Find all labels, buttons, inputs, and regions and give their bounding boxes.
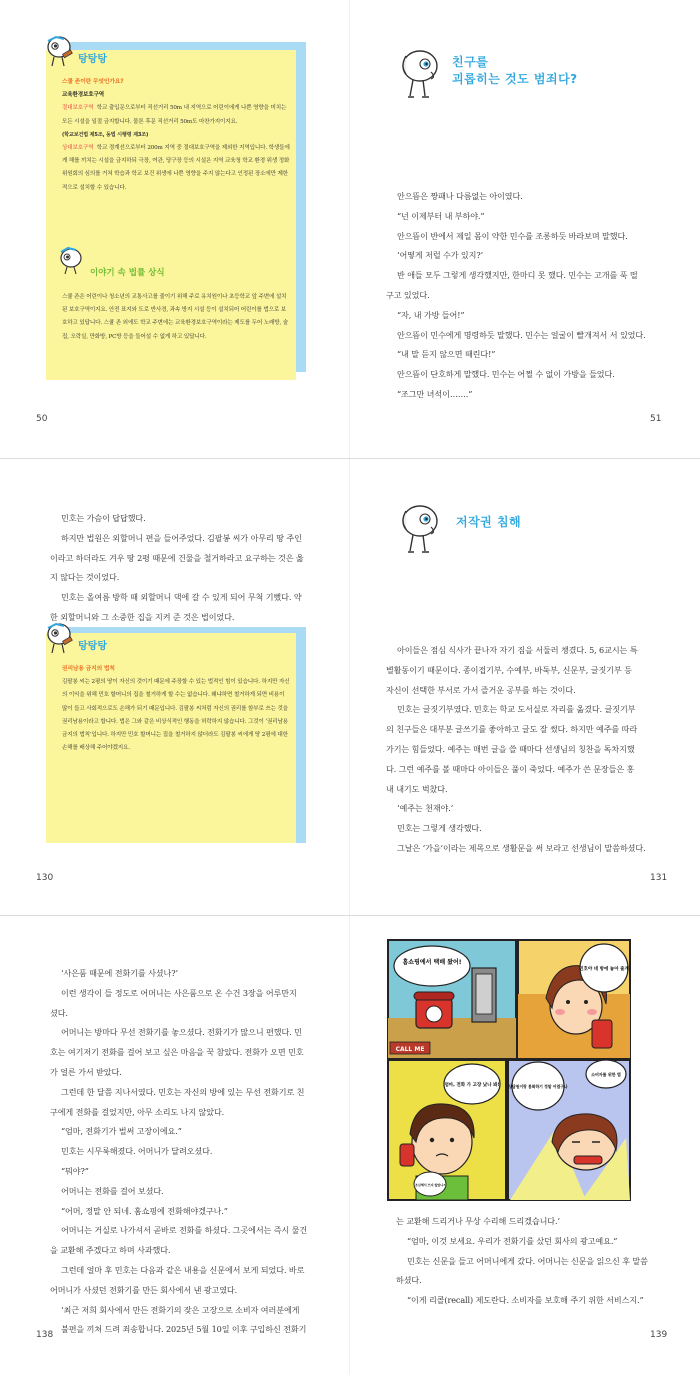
judge-mascot-small-icon [58,246,84,276]
chapter-title-line-2: 괴롭히는 것도 범죄다? [452,72,578,86]
page-number-139: 139 [650,1330,668,1340]
story-line: “엄마, 이것 보세요. 우리가 전화기를 샀던 회사의 광고예요.” [407,1235,618,1246]
tip-heading: 교육환경보호구역 [62,92,105,99]
story-line: 한 외할머니와 그 소중한 집을 지켜 준 것은 법이었다. [50,611,235,622]
dog-mascot-icon [398,499,444,557]
tip-paragraph-2 [62,142,290,195]
story-line: ‘사은품 때문에 전화기를 사셨나?’ [61,968,178,978]
call-me-sign-text: CALL ME [395,1046,425,1053]
speech-bubble-6-text: 소비자를 위한 법 [591,1072,621,1077]
story-line: 그런데 얼마 후 민호는 다음과 같은 내용을 신문에서 보게 되었다. 바로 [61,1264,305,1275]
spread-pages-138-139 [0,916,700,1374]
story-line: “엄마, 전화기가 벌써 고장이에요.” [61,1126,182,1137]
story-line: “뭐야?” [61,1165,89,1176]
comic-strip [386,938,632,1202]
story-line: ‘예주는 천재야.’ [397,803,454,814]
speech-bubble-1-text: 홈쇼핑에서 택배 왔어! [402,959,462,966]
phone-handset-icon [414,992,454,1000]
story-line: “조그만 녀석이…….” [397,388,473,399]
story-line: 구에게 전화를 걸었지만, 아무 소리도 나지 않았다. [50,1106,225,1117]
dog-mascot-icon [398,44,444,102]
tip-paragraph-3: 스쿨 존은 어린이나 청소년의 교통사고를 줄이기 위해 주로 유치원이나 초등학교 앞 주변에 설치된 보호구역이지요. 안전 표지와 도로 반사경, 과속 방지 시설 등이 설치되어 어린이를 법으로 보호하고 있답니다. 스쿨 존 외에도 학교 주변에는 교육환경보호구역이라는 제도를 두어 노래방, 술집, 오락실, 만화방, PC방 등을 들어설 수 없게 하고 있답니다. [62,294,289,340]
page-number-130: 130 [36,873,54,883]
story-line: 이런 생각이 들 정도로 어머니는 사은품으로 온 수건 3장을 어루만지 [61,987,297,998]
keyword-relative-zone: 상대보호구역 [62,145,94,152]
story-line: 민호는 그렇게 생각했다. [397,823,482,834]
speech-bubble-2-text: 민호야 네 방에 놓아 줄게 [579,967,629,972]
story-text-139 [396,1212,662,1311]
story-line: 내 내기도 벅찼다. [386,783,448,794]
story-line: 그날은 ‘가을’이라는 제목으로 생활문을 써 보라고 선생님이 말씀하셨다. [397,842,646,853]
story-line: 안으뜸이 반에서 제일 몸이 약한 민수를 조롱하듯 바라보며 말했다. [397,230,628,241]
story-line: 그런데 한 달쯤 지나서였다. 민호는 자신의 방에 있는 무선 전화기로 친 [61,1086,305,1097]
story-line: 다. 그런 예주를 볼 때마다 아이들은 풀이 죽었다. 예주가 쓴 문장들은 홍 [386,763,635,774]
tip-question: 스쿨 존이란 무엇인가요? [62,79,124,85]
story-line: 셨다. [50,1007,68,1018]
gutter [349,916,350,1374]
tip-body [62,76,290,195]
story-line: “어머, 정말 안 되네. 홈쇼핑에 전화해야겠구나.” [61,1205,228,1216]
story-line: “자, 내 가방 들어!” [397,309,465,320]
gutter [349,459,350,915]
tip-body-2 [62,291,290,344]
story-text-130 [50,509,326,628]
story-line: 어머니는 방마다 무선 전화기를 놓으셨다. 전화기가 많으니 편했다. 민 [61,1027,302,1038]
tip-paragraph-1-text: 학교 출입문으로부터 직선거리 50m 내 지역으로 어린이에게 나쁜 영향을 미치는 모든 시설을 일절 금지합니다. 물론 후문 직선거리 50m도 마찬가지이지요. [62,105,287,125]
tip-body [62,663,290,755]
speech-bubble-5-text: 조심해서 쓰지 않았니? [415,1183,445,1187]
story-text-138 [50,964,328,1340]
tip-title: 탕탕탕 [78,641,107,652]
tip-question: 권리남용 금지의 법칙 [62,666,115,672]
story-line: 민호는 가슴이 답답했다. [61,513,146,523]
story-line: 민호는 올여름 방학 때 외할머니 댁에 갈 수 있게 되어 무척 기뻤다. 약 [61,592,302,603]
page-number-131: 131 [650,873,668,883]
story-line: 민호는 신문을 들고 어머니에게 갔다. 어머니는 신문을 읽으신 후 말씀 [407,1255,648,1266]
chapter-title-line-1: 친구를 [452,55,489,69]
story-line: 어머니는 전화를 걸어 보셨다. [61,1185,164,1196]
story-line: “이게 리콜(recall) 제도란다. 소비자를 보호해 주기 위한 서비스지.” [407,1295,644,1306]
story-line: 는 교환해 드리거나 무상 수리해 드리겠습니다.’ [396,1216,560,1226]
speech-bubble-3-text: 엄마, 전화 가 고장 났나 봐! [444,1083,500,1088]
story-line: 어머니는 거실로 나가셔서 곧바로 전화를 하셨다. 그곳에서는 즉시 물건 [61,1225,308,1236]
story-line: “넌 이제부터 내 부하야.” [397,210,485,221]
story-line: 어머니가 사셨던 전화기를 만든 회사에서 낸 광고였다. [50,1284,238,1295]
tip-paragraph-1 [62,102,290,128]
story-text-51 [386,187,662,405]
tip-title: 탕탕탕 [78,54,107,65]
spread-pages-50-51 [0,0,700,458]
judge-mascot-icon [44,34,74,68]
judge-mascot-icon [44,621,74,655]
law-reference: (학교보건법 제5조, 동법 시행령 제3조) [62,131,149,138]
story-text-131 [386,641,662,859]
story-line: 하지만 법원은 외할머니 편을 들어주었다. 김팔봉 씨가 아무리 땅 주인 [61,532,302,543]
story-line: 불편을 끼쳐 드려 죄송합니다. 2025년 5월 10일 이후 구입하신 전화기 [61,1324,307,1335]
story-line: 구고 있었다. [386,289,430,300]
tip-paragraph-2-text: 학교 경계선으로부터 200m 지역 중 절대보호구역을 제외한 지역입니다. 학생들에게 해를 끼치는 시설을 금지하되 극장, 여관, 당구장 등의 시설은 지역 교육청 학교 환경 위생 정화 위원회의 심의를 거쳐 학습과 학교 보건 위생에 나쁜 영향을 주지 않는다고 인정된 장소에만 제한적으로 설치할 수 있습니다. [62,145,290,191]
story-line: 안으뜸은 짱패나 다름없는 아이였다. [397,191,523,201]
chapter-title [452,54,578,88]
story-line: 호는 여기저기 전화를 걸어 보고 싶은 마음을 꾹 참았다. 전화가 오면 민호 [50,1047,304,1058]
law-subheading: 이야기 속 법률 상식 [90,268,165,278]
page-number-138: 138 [36,1330,54,1340]
story-line: 이라고 하더라도 겨우 땅 2평 때문에 건물을 철거하라고 요구하는 것은 옳 [50,552,304,563]
story-line: 자신이 선택한 부서로 가서 즐거운 공부를 하는 것이다. [386,684,576,695]
story-line: 민호는 글짓기부였다. 민호는 학교 도서실로 자리를 옮겼다. 글짓기부 [397,704,636,715]
story-line: ‘최근 저희 회사에서 만든 전화기의 잦은 고장으로 소비자 여러분에게 [61,1304,300,1315]
story-line: 안으뜸이 단호하게 말했다. 민수는 어쩔 수 없이 가방을 들었다. [397,369,615,380]
story-line: 지 않다는 것이었다. [50,572,120,583]
speech-bubble-1 [394,946,470,986]
story-line: 가기는 힘들었다. 예주는 매번 글을 쓸 때마다 선생님의 칭찬을 독차지했 [386,743,635,754]
story-line: 반 애들 모두 그렇게 생각했지만, 한마디 못 했다. 민수는 고개를 푹 떨 [397,270,638,281]
keyword-absolute-zone: 절대보호구역 [62,105,94,112]
story-line: 을 교환해 주겠다고 하며 사과했다. [50,1245,171,1256]
spread-pages-130-131 [0,459,700,915]
story-line: 가 얼른 가서 받았다. [50,1066,122,1077]
story-line: 민호는 시무룩해졌다. 어머니가 달려오셨다. [61,1146,213,1157]
gutter [349,0,350,458]
tip-paragraph: 김팔봉 씨는 2평의 땅이 자신의 것이기 때문에 주장할 수 있는 법적인 힘이 있습니다. 하지만 자신의 이익을 위해 민호 할머니의 집을 철거하게 할 수는 없습니다. 왜냐하면 철거하게 되면 비용이 많이 들고 사회적으로도 손해가 되기 때문입니다. 김팔봉 씨처럼 자신의 권리를 함부로 쓰는 것을 권리남용이라고 합니다. 법은 그와 같은 비상식적인 행동을 허락하지 않습니다. 그것이 ‘권리남용 금지의 법칙’입니다. 하지만 민호 할머니는 집을 철거하지 않더라도 김팔봉 씨에게 땅 2평에 대한 손해를 배상해 주어야겠지요. [62,679,290,752]
story-line: 안으뜸이 민수에게 명령하듯 말했다. 민수는 얼굴이 빨개져서 서 있었다. [397,329,646,340]
story-line: 의 친구들은 대부분 글쓰기를 좋아하고 글도 잘 썼다. 하지만 예주를 따라 [386,724,638,735]
story-line: ‘어떻게 저럴 수가 있지?’ [397,250,484,261]
story-line: 별활동이기 때문이다. 종이접기부, 수예부, 바둑부, 신문부, 글짓기부 등 [386,664,632,675]
speech-bubble-4-text: 상담원이랑 통화하기 정말 어렵구나 [508,1084,568,1089]
chapter-title: 저작권 침해 [456,515,522,529]
story-line: “내 말 듣지 않으면 때린다!” [397,349,496,360]
story-line: 하셨다. [396,1275,422,1286]
story-line: 아이들은 점심 식사가 끝나자 자기 짐을 서둘러 챙겼다. 5, 6교시는 특 [397,645,638,655]
page-number-51: 51 [650,414,662,424]
page-number-50: 50 [36,414,48,424]
